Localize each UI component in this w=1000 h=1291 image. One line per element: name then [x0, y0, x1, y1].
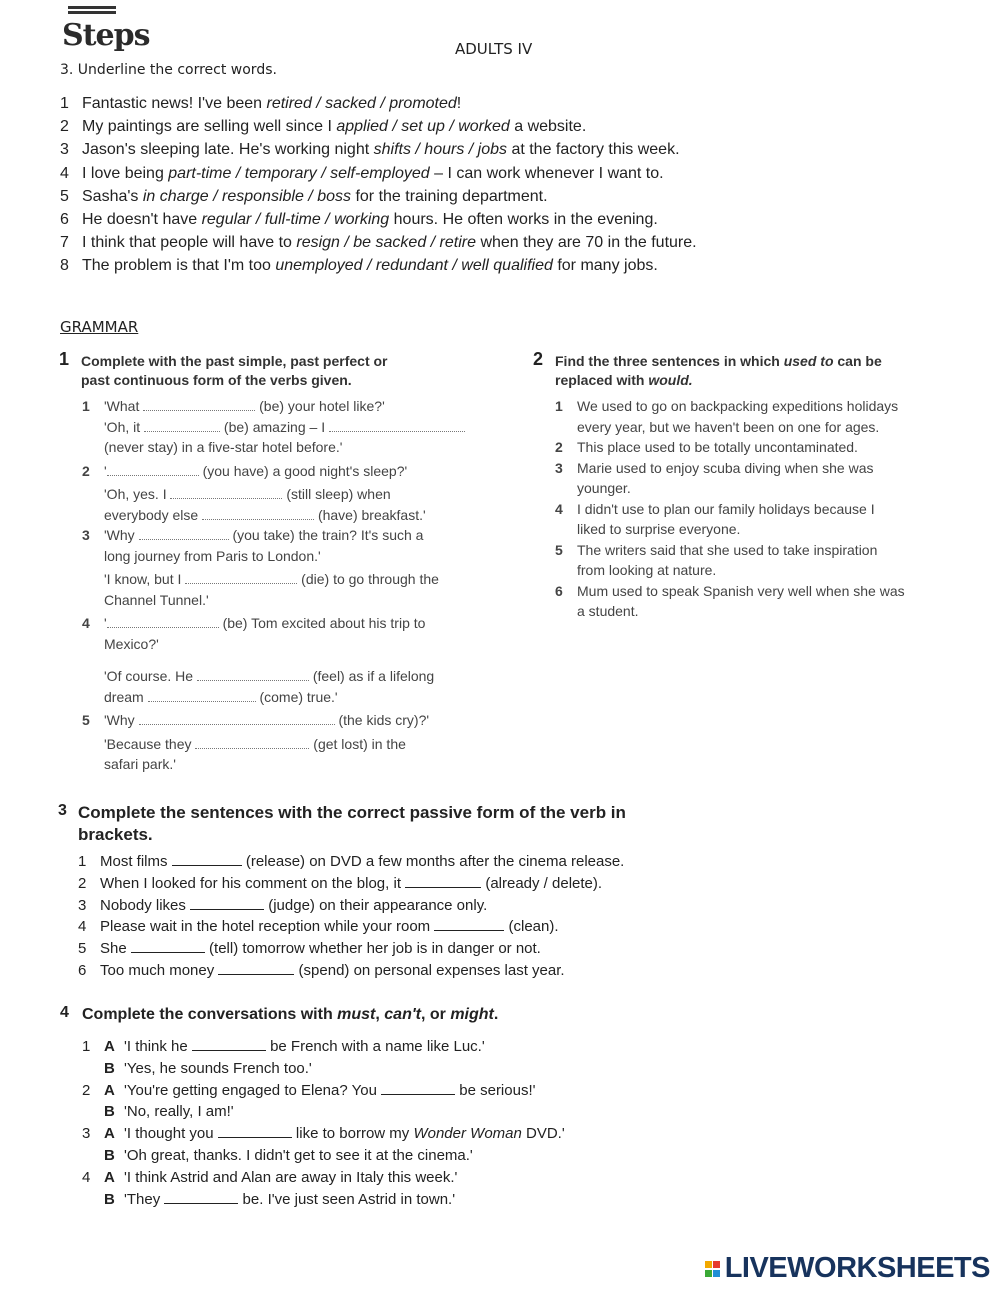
sentence-text: She — [100, 940, 131, 958]
sentence-text: at the factory this week. — [507, 141, 680, 159]
item-number: 3 — [60, 141, 69, 159]
exercise-instruction: 3. Underline the correct words. — [60, 62, 277, 78]
list-item[interactable] — [555, 499, 977, 520]
sentence-text: We used to go on backpacking expeditions holidays — [577, 398, 899, 414]
item-number: 4 — [60, 164, 69, 182]
item-number: 8 — [60, 257, 69, 275]
word-options[interactable]: retired / sacked / promoted — [266, 95, 457, 112]
speaker-label: A — [104, 1081, 115, 1099]
past-tense-items: 1 'What (be) your hotel like?' 'Oh, it (be) amazing – I (never stay) in a five-star hotel before.' 2 ' (you have) a good night's sleep?' 'Oh, yes. I (still sleep) when everybody else (have) breakfast.' 3 'Why (you take) the train? It's such a long journey from Paris to London.' 'I know, but I (die) to go through the Channel Tunnel.' 4 ' (be) Tom excited about his trip to Mexico?' 'Of course. He (feel) as if a lifelong dream (come) true.' 5 'Why (the kids cry)?' 'Because they (get lost) in the safari park.' — [104, 396, 504, 775]
conversation-line — [82, 1058, 782, 1080]
sentence-text: a website. — [509, 118, 587, 136]
item-number: 4 — [82, 1168, 91, 1186]
used-to-items — [555, 396, 977, 622]
list-item — [577, 417, 977, 438]
modal-exercise — [60, 1004, 782, 1026]
sentence-text: hours. He often works in the evening. — [389, 210, 658, 228]
sentence-text: (release) on DVD a few months after the cinema release. — [241, 853, 625, 870]
sentence-text: be French with a name like Luc.' — [265, 1038, 485, 1055]
sentence-text: (judge) on their appearance only. — [264, 896, 488, 914]
exercise-title: Complete the conversations with must, can't, or might. — [82, 1006, 499, 1023]
answer-blank[interactable] — [107, 463, 199, 476]
list-item[interactable] — [555, 396, 977, 417]
list-item[interactable] — [555, 458, 977, 479]
list-item — [577, 478, 977, 499]
item-number: 2 — [78, 874, 87, 892]
brand-name: LIVEWORKSHEETS — [724, 1252, 990, 1284]
item-number: 1 — [82, 1038, 91, 1055]
speaker-label: A — [104, 1168, 115, 1186]
answer-blank[interactable] — [202, 507, 314, 520]
sentence-row — [60, 138, 820, 161]
answer-blank[interactable] — [139, 712, 335, 725]
conversation-line — [82, 1145, 782, 1167]
exercise-title: Complete with the past simple, past perfect or past continuous form of the verbs given. — [81, 353, 388, 388]
sentence-text: Fantastic news! I've been — [82, 95, 267, 112]
liveworksheets-logo — [705, 1252, 990, 1285]
list-item: 2 ' (you have) a good night's sleep?' — [82, 462, 408, 479]
sentence-text: for many jobs. — [552, 257, 658, 275]
word-options[interactable]: resign / be sacked / retire — [296, 234, 476, 252]
answer-blank[interactable] — [405, 874, 481, 888]
sentence-text: DVD.' — [521, 1125, 565, 1143]
sentence-row — [60, 231, 820, 254]
answer-blank[interactable] — [192, 1037, 266, 1051]
answer-blank[interactable] — [381, 1081, 455, 1095]
exercise-number: 4 — [60, 1004, 69, 1021]
sentence-text: The writers said that she used to take inspiration — [577, 541, 878, 558]
answer-blank[interactable] — [197, 668, 309, 681]
sentence-text: 'I think Astrid and Alan are away in Italy this week.' — [124, 1168, 458, 1186]
brand-icon — [705, 1260, 725, 1278]
passive-exercise — [58, 802, 778, 846]
item-number: 1 — [60, 95, 69, 112]
list-item — [577, 560, 977, 581]
underline-exercise — [60, 92, 820, 278]
sentence-text: 'I think he — [124, 1038, 192, 1055]
sentence-text: ! — [456, 95, 462, 112]
sentence-text: 'Oh great, thanks. I didn't get to see it at the cinema.' — [124, 1146, 473, 1164]
answer-blank[interactable] — [148, 689, 256, 702]
item-number: 6 — [78, 961, 87, 979]
word-options[interactable]: unemployed / redundant / well qualified — [275, 257, 553, 275]
answer-blank[interactable] — [170, 486, 282, 499]
sentence-row — [60, 92, 820, 115]
sentence-text: The problem is that I'm too — [82, 257, 276, 275]
sentence-text: 'They — [124, 1190, 165, 1208]
sentence-text: Too much money — [100, 961, 219, 979]
sentence-text: – I can work whenever I want to. — [429, 164, 664, 182]
logo-text: Steps — [62, 18, 150, 53]
list-item[interactable] — [555, 581, 977, 602]
item-number: 1 — [78, 853, 87, 870]
past-tense-exercise — [59, 349, 501, 390]
sentence-text: when they are 70 in the future. — [476, 234, 697, 252]
title-text: Wonder Woman — [413, 1125, 522, 1143]
list-item — [577, 519, 977, 540]
item-number: 6 — [555, 582, 563, 599]
list-item — [577, 601, 977, 622]
sentence-text: liked to surprise everyone. — [577, 521, 741, 537]
sentence-text: I love being — [82, 164, 169, 182]
item-number: 1 — [555, 398, 563, 414]
sentence-text: I think that people will have to — [82, 234, 297, 252]
answer-blank[interactable] — [195, 736, 309, 749]
sentence-text: Marie used to enjoy scuba diving when she was — [577, 459, 874, 476]
speaker-label: A — [104, 1038, 115, 1055]
answer-blank[interactable] — [139, 527, 229, 540]
conversation-line — [82, 1036, 782, 1058]
list-item[interactable] — [555, 437, 977, 458]
answer-blank[interactable] — [107, 615, 219, 628]
item-number: 6 — [60, 210, 69, 228]
sentence-text: He doesn't have — [82, 210, 202, 228]
conversation-line — [82, 1101, 782, 1123]
word-options[interactable]: part-time / temporary / self-employed — [168, 164, 430, 182]
answer-blank[interactable] — [144, 419, 220, 432]
item-number: 2 — [82, 1081, 91, 1099]
passive-items — [78, 851, 778, 982]
item-number: 5 — [78, 940, 87, 958]
list-item — [78, 895, 778, 917]
sentence-text: a student. — [577, 603, 639, 619]
list-item: 1 'What (be) your hotel like?' — [82, 398, 385, 414]
list-item — [78, 938, 778, 960]
item-number: 3 — [82, 1125, 91, 1143]
sentence-text: When I looked for his comment on the blog, it — [100, 874, 406, 892]
grammar-heading: GRAMMAR — [60, 318, 139, 336]
sentence-text: Nobody likes — [100, 896, 191, 914]
modal-items — [82, 1036, 782, 1210]
word-options[interactable]: regular / full-time / working — [201, 210, 390, 228]
list-item: 4 ' (be) Tom excited about his trip to — [82, 615, 426, 631]
answer-blank[interactable] — [329, 419, 465, 432]
sentence-text: every year, but we haven't been on one for ages. — [577, 418, 880, 435]
sentence-text: Jason's sleeping late. He's working night — [82, 141, 374, 159]
speaker-label: A — [104, 1125, 115, 1143]
answer-blank[interactable] — [164, 1190, 238, 1204]
answer-blank[interactable] — [218, 1124, 292, 1138]
sentence-text: 'No, really, I am!' — [124, 1103, 234, 1121]
answer-blank[interactable] — [218, 961, 294, 975]
exercise-title: Find the three sentences in which used to can be replaced with would. — [555, 353, 882, 388]
answer-blank[interactable] — [434, 917, 504, 931]
sentence-text: for the training department. — [351, 187, 548, 205]
exercise-number: 1 — [59, 349, 70, 369]
sentence-text: 'Yes, he sounds French too.' — [124, 1059, 312, 1077]
sentence-text: younger. — [577, 480, 631, 496]
sentence-row — [60, 254, 820, 277]
list-item: 3 'Why (you take) the train? It's such a — [82, 527, 424, 543]
conversation-line — [82, 1123, 782, 1145]
answer-blank[interactable] — [131, 939, 205, 953]
speaker-label: B — [104, 1190, 115, 1208]
conversation-line — [82, 1189, 782, 1211]
conversation-line — [82, 1167, 782, 1189]
item-number: 3 — [555, 459, 563, 476]
sentence-text: 'I thought you — [124, 1125, 218, 1143]
speaker-label: B — [104, 1103, 115, 1121]
item-number: 2 — [60, 118, 69, 136]
sentence-text: I didn't use to plan our family holidays because I — [577, 500, 875, 517]
exercise-number: 3 — [58, 802, 67, 819]
sentence-text: Mum used to speak Spanish very well when she was — [577, 582, 905, 599]
sentence-text: like to borrow my — [291, 1125, 414, 1143]
sentence-text: Please wait in the hotel reception while your room — [100, 918, 435, 936]
sentence-text: Most films — [100, 853, 172, 870]
sentence-text: be. I've just seen Astrid in town.' — [238, 1190, 456, 1208]
item-number: 7 — [60, 234, 69, 252]
sentence-text: (already / delete). — [481, 874, 603, 892]
word-options[interactable]: applied / set up / worked — [336, 118, 510, 136]
list-item — [78, 916, 778, 938]
speaker-label: B — [104, 1146, 115, 1164]
answer-blank[interactable] — [172, 852, 242, 866]
sentence-text: (spend) on personal expenses last year. — [294, 961, 565, 979]
item-number: 4 — [78, 918, 87, 936]
list-item — [78, 873, 778, 895]
item-number: 3 — [78, 896, 87, 914]
sentence-text: from looking at nature. — [577, 562, 717, 578]
item-number: 4 — [555, 500, 563, 517]
answer-blank[interactable] — [185, 571, 297, 584]
sentence-text: This place used to be totally uncontaminated. — [577, 439, 858, 455]
sentence-text: Sasha's — [82, 187, 143, 205]
sentence-text: be serious!' — [455, 1081, 536, 1099]
exercise-title: Complete the sentences with the correct passive form of the verb in brackets. — [78, 803, 626, 844]
sentence-row — [60, 185, 820, 208]
used-to-exercise — [533, 349, 955, 390]
list-item: 5 'Why (the kids cry)?' — [82, 712, 430, 728]
sentence-row — [60, 208, 820, 231]
item-number: 2 — [555, 439, 563, 455]
sentence-text: (clean). — [504, 918, 559, 936]
level-heading: ADULTS IV — [455, 40, 533, 58]
list-item — [78, 851, 778, 873]
conversation-line — [82, 1080, 782, 1102]
answer-blank[interactable] — [190, 896, 264, 910]
list-item — [78, 960, 778, 982]
item-number: 5 — [555, 541, 563, 558]
list-item[interactable] — [555, 540, 977, 561]
exercise-number: 2 — [533, 349, 544, 369]
sentence-text: 'You're getting engaged to Elena? You — [124, 1081, 382, 1099]
sentence-row — [60, 162, 820, 185]
word-options[interactable]: shifts / hours / jobs — [373, 141, 507, 159]
speaker-label: B — [104, 1059, 115, 1077]
item-number: 5 — [60, 187, 69, 205]
word-options[interactable]: in charge / responsible / boss — [142, 187, 351, 205]
sentence-row — [60, 115, 820, 138]
answer-blank[interactable] — [143, 398, 255, 411]
sentence-text: (tell) tomorrow whether her job is in danger or not. — [204, 940, 541, 958]
sentence-text: My paintings are selling well since I — [82, 118, 337, 136]
